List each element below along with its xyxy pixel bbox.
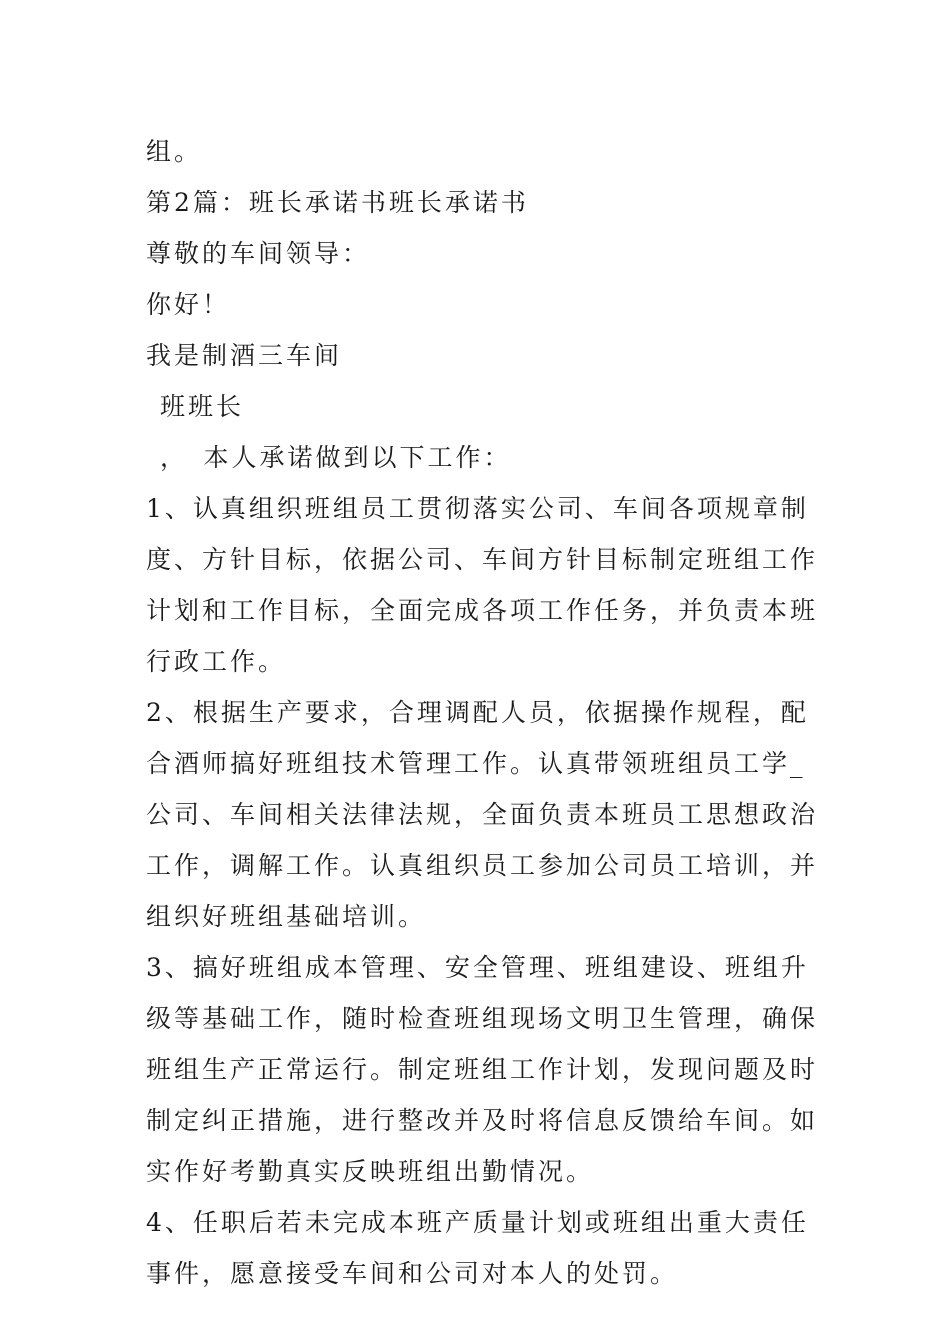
list-item: 4、任职后若未完成本班产质量计划或班组出重大责任事件，愿意接受车间和公司对本人的处罚。 <box>146 1208 809 1288</box>
salutation: 尊敬的车间领导： <box>146 239 371 268</box>
text-line: 班班长 <box>160 392 245 421</box>
text-line: 组。 <box>146 137 203 166</box>
section-heading: 第2篇：班长承诺书班长承诺书 <box>146 188 529 217</box>
list-item: 2、根据生产要求，合理调配人员，依据操作规程，配合酒师搞好班组技术管理工作。认真带领班组员工学_公司、车间相关法律法规，全面负责本班员工思想政治工作，调解工作。认真组织员工参加公司员工培训，并组织好班组基础培训。 <box>146 698 819 931</box>
document-body <box>146 126 826 1299</box>
greeting: 你好！ <box>146 290 231 319</box>
text-line: ， 本人承诺做到以下工作： <box>160 443 512 472</box>
list-item: 3、搞好班组成本管理、安全管理、班组建设、班组升级等基础工作，随时检查班组现场文明卫生管理，确保班组生产正常运行。制定班组工作计划，发现问题及时制定纠正措施，进行整改并及时将信息反馈给车间。如实作好考勤真实反映班组出勤情况。 <box>146 953 819 1186</box>
text-line: 我是制酒三车间 <box>146 341 343 370</box>
list-item: 1、认真组织班组员工贯彻落实公司、车间各项规章制度、方针目标，依据公司、车间方针目标制定班组工作计划和工作目标，全面完成各项工作任务，并负责本班行政工作。 <box>146 494 819 676</box>
